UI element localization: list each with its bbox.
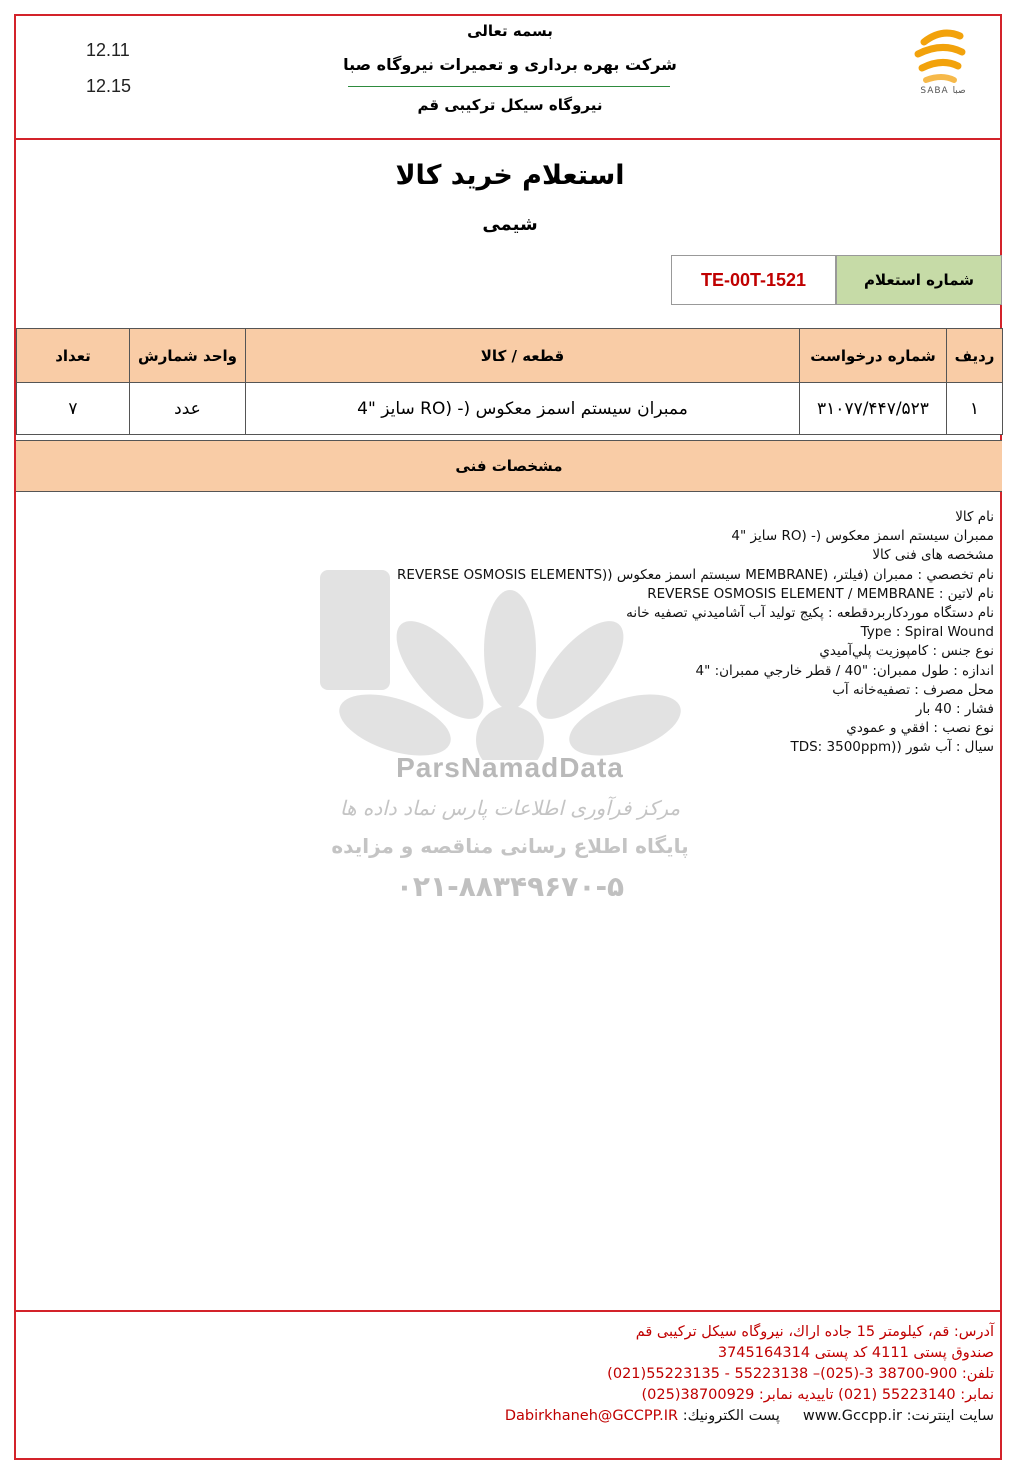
cell-unit: عدد: [130, 383, 246, 435]
table-row: [17, 383, 1003, 435]
footer-contact: [300, 1322, 994, 1427]
header-unit: واحد شمارش: [130, 329, 246, 383]
footer-phone: تلفن: 900-38700 3-(025)– 55223138 - 55223135(021): [607, 1366, 994, 1382]
saba-logo-icon: [896, 24, 988, 110]
footer-email-link[interactable]: Dabirkhaneh@GCCPP.IR: [504, 1408, 679, 1424]
watermark-brand: ParsNamadData: [396, 752, 624, 783]
spec-line: سيال : آب شور ((TDS: 3500ppm: [790, 739, 994, 756]
footer-fax: نمابر: 55223140 (021) تاییدیه نمابر: 38700929(025): [641, 1387, 994, 1403]
footer-web-link[interactable]: www.Gccpp.ir: [802, 1408, 902, 1424]
spec-line: نوع نصب : افقي و عمودي: [846, 720, 994, 737]
spec-line: مشخصه های فنی کالا: [872, 547, 994, 564]
technical-specs: [300, 508, 994, 758]
header-quantity: تعداد: [17, 329, 130, 383]
watermark-phone: ۰۲۱-۸۸۳۴۹۶۷۰-۵: [395, 870, 625, 903]
spec-line: Type : Spiral Wound: [860, 624, 994, 641]
footer-divider: [16, 1310, 1002, 1312]
cell-request-number: ۳۱۰۷۷/۴۴۷/۵۲۳: [800, 383, 947, 435]
spec-line: نام لاتين : REVERSE OSMOSIS ELEMENT / MEMBRANE: [647, 585, 994, 602]
footer-web-email: [300, 1406, 994, 1427]
watermark-line-2: پایگاه اطلاع رسانی مناقصه و مزایده: [331, 834, 689, 858]
page-title: استعلام خرید کالا: [395, 160, 625, 191]
company-name: شرکت بهره برداری و تعمیرات نیروگاه صبا: [343, 55, 677, 74]
header-number-2: 12.15: [86, 76, 132, 96]
company-underline: [348, 86, 670, 87]
footer-email-label: پست الکترونیك:: [682, 1408, 780, 1424]
footer-web-label: سایت اینترنت:: [906, 1408, 994, 1424]
header-divider: [16, 138, 1002, 140]
cell-part: ممبران سیستم اسمز معکوس (- (RO سایز "4: [246, 383, 800, 435]
spec-line: محل مصرف : تصفيه‌خانه آب: [832, 681, 994, 698]
items-table: [16, 328, 1003, 435]
plant-name: نیروگاه سیکل ترکیبی قم: [417, 96, 603, 114]
logo-caption: SABA صبا: [920, 86, 966, 96]
header-request-number: شماره درخواست: [800, 329, 947, 383]
technical-specs-title: مشخصات فنی: [16, 440, 1002, 492]
inquiry-number-value: TE-00T-1521: [671, 255, 836, 305]
spec-line: ممبران سیستم اسمز معکوس (- (RO سایز "4: [731, 528, 994, 545]
cell-row-number: ۱: [947, 383, 1003, 435]
table-header-row: [17, 329, 1003, 383]
cell-quantity: ۷: [17, 383, 130, 435]
spec-line: نوع جنس : كامپوزيت پلي‌آميدي: [819, 643, 994, 660]
header-row-number: ردیف: [947, 329, 1003, 383]
header-part: قطعه / کالا: [246, 329, 800, 383]
footer-address: آدرس: قم، کیلومتر 15 جاده اراك، نیروگاه سیکل ترکیبی قم: [635, 1324, 994, 1340]
inquiry-number-label: شماره استعلام: [836, 255, 1002, 305]
spec-line: نام کالا: [955, 509, 994, 525]
spec-line: فشار : 40 بار: [915, 701, 994, 718]
watermark-line-1: مرکز فرآوری اطلاعات پارس نماد داده ها: [339, 796, 681, 820]
page-subtitle: شیمی: [482, 214, 538, 235]
footer-pobox: صندوق پستی 4111 کد پستی 3745164314: [717, 1345, 994, 1361]
header-number-1: 12.11: [86, 40, 130, 60]
bismillah: بسمه تعالی: [467, 22, 553, 40]
spec-line: نام دستگاه موردكاربردقطعه : پكيج توليد آب آشاميدني تصفيه خانه: [626, 605, 994, 622]
spec-line: اندازه : طول ممبران: "40 / قطر خارجي ممبران: "4: [695, 662, 994, 679]
spec-line: نام تخصصي : ممبران (فيلتر، (MEMBRANE سيستم اسمز معكوس ((REVERSE OSMOSIS ELEMENTS: [397, 566, 994, 583]
